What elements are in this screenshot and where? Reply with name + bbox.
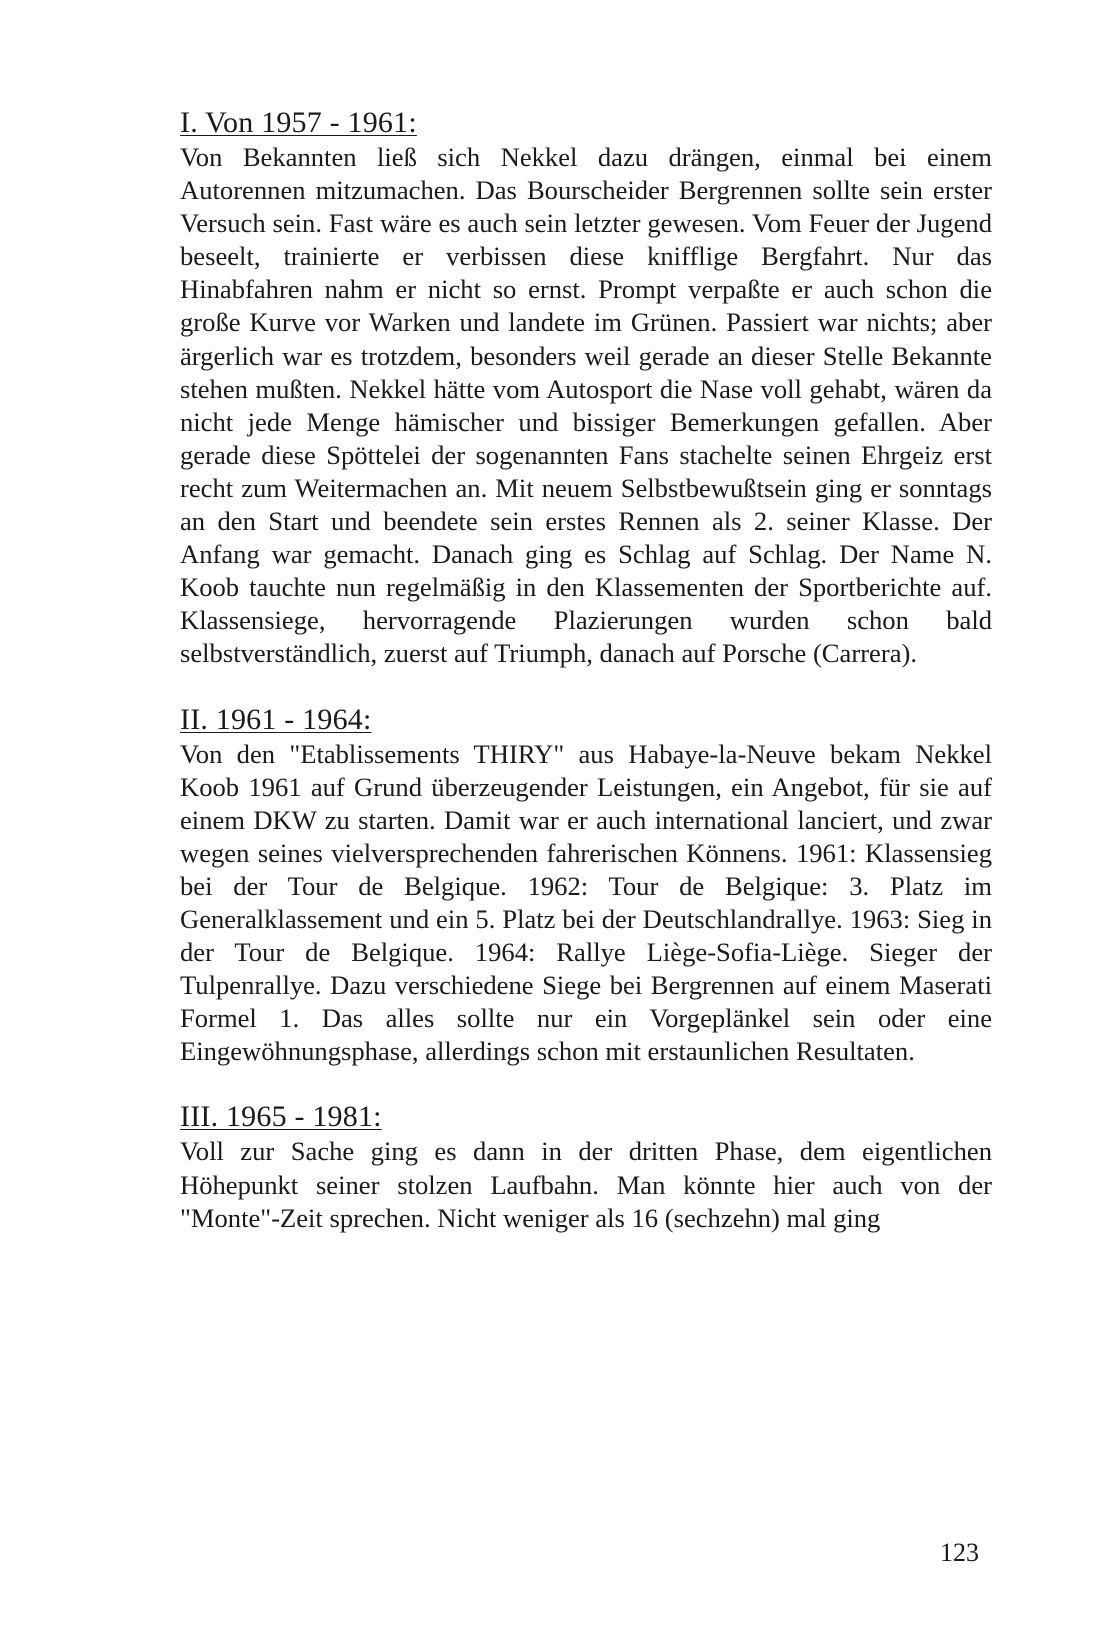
section-paragraph: Von den "Etablissements THIRY" aus Habaye-la-Neuve bekam Nekkel Koob 1961 auf Grund überzeugender Leistungen, ein Angebot, für sie auf einem DKW zu starten. Damit war er auch international lanciert, und zwar wegen seines vielversprechenden fahrerischen Könnens. 1961: Klassensieg bei der Tour de Belgique. 1962: Tour de Belgique: 3. Platz im Generalklassement und ein 5. Platz bei der Deutschlandrallye. 1963: Sieg in der Tour de Belgique. 1964: Rallye Liège-Sofia-Liège. Sieger der Tulpenrallye. Dazu verschiedene Siege bei Bergrennen auf einem Maserati Formel 1. Das alles sollte nur ein Vorgeplänkel sein oder eine Eingewöhnungsphase, allerdings schon mit erstaunlichen Resultaten. (180, 738, 992, 1067)
section-1957-1961 (180, 106, 992, 671)
section-heading: II. 1961 - 1964: (180, 702, 372, 736)
section-heading: III. 1965 - 1981: (180, 1100, 382, 1134)
section-heading: I. Von 1957 - 1961: (180, 106, 417, 139)
section-1961-1964 (180, 703, 992, 1069)
section-paragraph: Voll zur Sache ging es dann in der dritten Phase, dem eigentlichen Höhepunkt seiner stolzen Laufbahn. Man könnte hier auch von der "Monte"-Zeit sprechen. Nicht weniger als 16 (sechzehn) mal ging (180, 1136, 992, 1233)
page-content (180, 106, 992, 1235)
section-1965-1981 (180, 1100, 992, 1234)
section-paragraph: Von Bekannten ließ sich Nekkel dazu drängen, einmal bei einem Autorennen mitzumachen. Das Bourscheider Bergrennen sollte sein erster Versuch sein. Fast wäre es auch sein letzter gewesen. Vom Feuer der Jugend beseelt, trainierte er verbissen diese knifflige Bergfahrt. Nur das Hinabfahren nahm er nicht so ernst. Prompt verpaßte er auch schon die große Kurve vor Warken und landete im Grünen. Passiert war nichts; aber ärgerlich war es trotzdem, besonders weil gerade an dieser Stelle Bekannte stehen mußten. Nekkel hätte vom Autosport die Nase voll gehabt, wären da nicht jede Menge hämischer und bissiger Bemerkungen gefallen. Aber gerade diese Spöttelei der sogenannten Fans stachelte seinen Ehrgeiz erst recht zum Weitermachen an. Mit neuem Selbstbewußtsein ging er sonntags an den Start und beendete sein erstes Rennen als 2. seiner Klasse. Der Anfang war gemacht. Danach ging es Schlag auf Schlag. Der Name N. Koob tauchte nun regelmäßig in den Klassementen der Sportberichte auf. Klassensiege, hervorragende Plazierungen wurden schon bald selbstverständlich, zuerst auf Triumph, danach auf Porsche (Carrera). (180, 142, 992, 669)
page-number: 123 (940, 1538, 979, 1567)
